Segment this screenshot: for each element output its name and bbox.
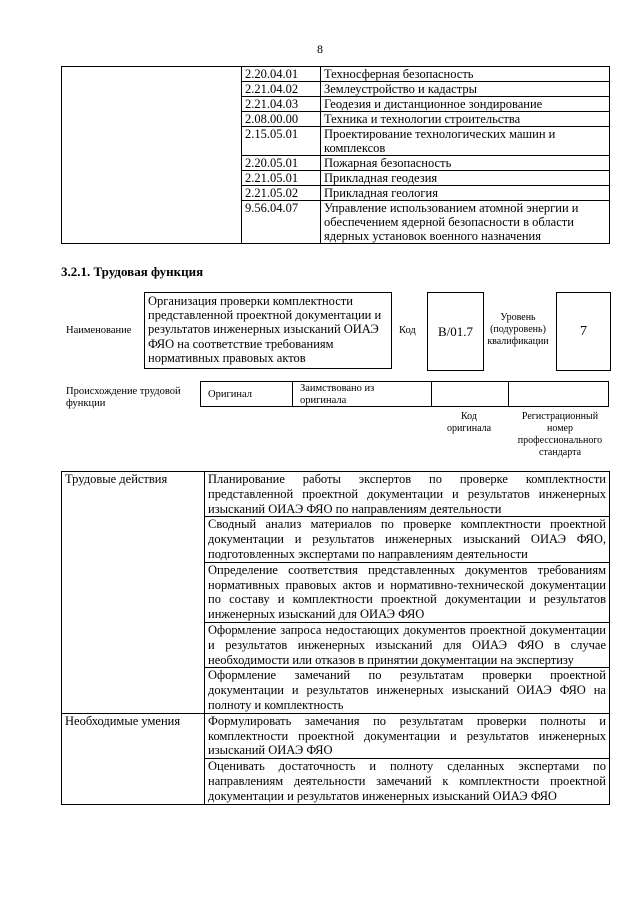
table-row [62,472,610,517]
borrowed-label: Заимствовано из оригинала [300,383,375,406]
table-row: 2.08.00.00 Техника и технологии строительства [62,112,610,127]
skill-cell: Оценивать достаточность и полноту сделанных экспертами по направлениям деятельности замечаний к комплектности проектной документации и результатов инженерных изысканий ОИАЭ ФЯО [205,759,610,804]
section-title: 3.2.1. Трудовая функция [61,264,204,279]
table-row: 2.21.04.03 Геодезия и дистанционное зондирование [62,97,610,112]
table-row: 2.20.05.01 Пожарная безопасность [62,156,610,171]
original-label: Оригинал [208,389,252,400]
function-code-box: B/01.7 [427,292,484,371]
origin-row [200,381,609,407]
action-cell: Сводный анализ материалов по проверке комплектности проектной документации и результатов инженерных изысканий ОИАЭ ФЯО, подготовленных экспертами по направлениям деятельности [205,517,610,562]
skill-cell: Формулировать замечания по результатам проверки полноты и комплектности проектной документации и результатов инженерных изысканий ОИАЭ ФЯО [205,713,610,758]
code-label: Код [399,325,416,336]
table-row: 9.56.04.07 Управление использованием атомной энергии и обеспечением ядерной безопасности в области ядерных установок военного назначения [62,201,610,244]
origin-label: Происхождение трудовой функции [66,386,181,409]
table-row [62,713,610,758]
action-cell: Планирование работы экспертов по проверке комплектности представленной проектной документации и результатов инженерных изысканий ОИАЭ ФЯО по направлениям деятельности [205,472,610,517]
function-details-table [61,471,610,805]
level-label: Уровень (подуровень) квалификации [487,312,549,347]
action-cell: Оформление запроса недостающих документов проектной документации и результатов инженерных изысканий для ОИАЭ ФЯО в случае необходимости или отказов в принятии документации на экспертизу [205,622,610,667]
qualification-level-box: 7 [556,292,611,371]
function-name-box: Организация проверки комплектности представленной проектной документации и результатов инженерных изысканий ОИАЭ ФЯО на соответствие требованиям нормативных правовых актов [144,292,392,369]
code-original-label: Код оригинала [446,411,492,434]
education-codes-table [61,66,610,244]
page-number: 8 [317,42,323,56]
table-row: 2.21.04.02 Землеустройство и кадастры [62,82,610,97]
table-row: 2.15.05.01 Проектирование технологических машин и комплексов [62,127,610,156]
table-row: 2.21.05.02 Прикладная геология [62,186,610,201]
reg-number-label: Регистрационный номер профессионального стандарта [517,411,603,458]
action-cell: Определение соответствия представленных документов требованиям нормативных правовых актов и нормативно-технической документации по составу и комплектности проектной документации и результатов инженерных изысканий для ОИАЭ ФЯО [205,562,610,622]
name-label: Наименование [66,325,132,336]
table-row: 2.20.04.01 Техносферная безопасность [62,67,610,82]
skills-label: Необходимые умения [62,713,205,804]
action-cell: Оформление замечаний по результатам проверки проектной документации и результатов инженерных изысканий ОИАЭ ФЯО на полноту и комплектность [205,668,610,713]
table-row: 2.21.05.01 Прикладная геодезия [62,171,610,186]
actions-label: Трудовые действия [62,472,205,714]
